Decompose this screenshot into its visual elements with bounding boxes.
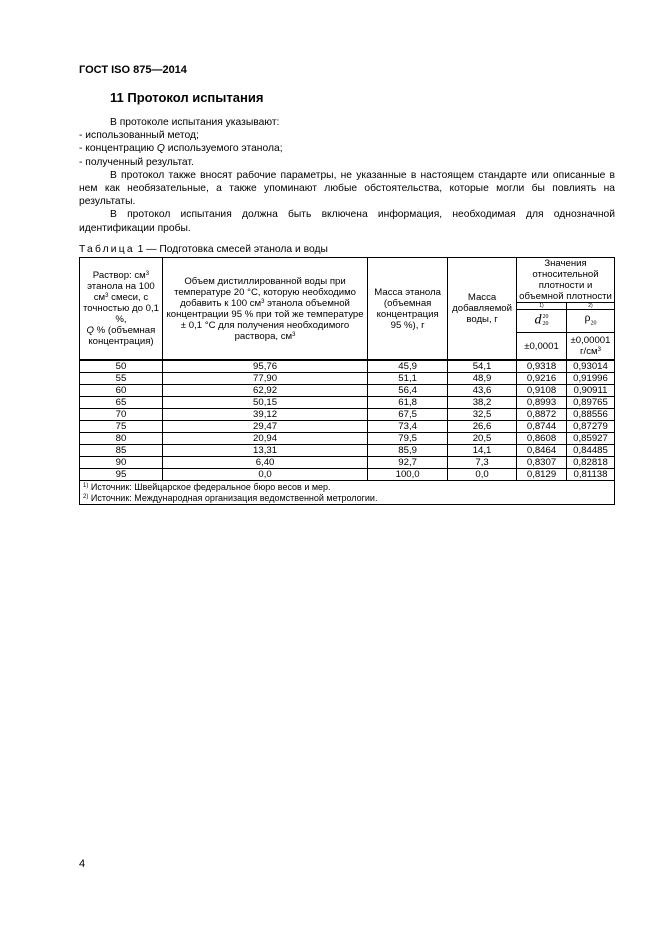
table-cell: 0,93014 bbox=[566, 360, 614, 373]
footnote-ref-2: 2) bbox=[566, 303, 614, 310]
table-cell: 62,92 bbox=[162, 385, 367, 397]
table-cell: 48,9 bbox=[448, 373, 517, 385]
bullet-result: - полученный результат. bbox=[79, 156, 194, 168]
table-cell: 26,6 bbox=[448, 421, 517, 433]
table-cell: 0,87279 bbox=[566, 421, 614, 433]
table-cell: 20,5 bbox=[448, 433, 517, 445]
table-cell: 32,5 bbox=[448, 409, 517, 421]
table-cell: 92,7 bbox=[368, 457, 448, 469]
table-cell: 0,91996 bbox=[566, 373, 614, 385]
section-title: 11 Протокол испытания bbox=[110, 90, 264, 105]
bullet-concentration: - концентрацию Q используемого этанола; bbox=[79, 143, 283, 155]
table-cell: 51,1 bbox=[368, 373, 448, 385]
table-cell: 60 bbox=[80, 385, 163, 397]
table-cell: 95 bbox=[80, 469, 163, 481]
table-cell: 0,8993 bbox=[517, 397, 567, 409]
header-solution: Раствор: $см^3$ этанола на 100 $см^3$ смеси, с точностью до 0,1 %, Q % (объемная концентрация) bbox=[80, 258, 163, 361]
document-header: ГОСТ ISO 875—2014 bbox=[79, 64, 187, 76]
table-caption-title: 1 — Подготовка смесей этанола и воды bbox=[134, 244, 328, 255]
paragraph-parameters: В протокол также вносят рабочие параметры, не указанные в настоящем стандарте или описанные в нем как необязательные, а также упоминают любые обстоятельства, которые могли бы повлиять на результаты. bbox=[79, 169, 615, 208]
header-water-volume: Объем дистиллированной воды при температуре 20 °С, которую необходимо добавить к 100 $см^3$ этанола объемной концентрации 95 % при той же температуре ± 0,1 °С для получения необходимого раствора, $см^3$ bbox=[162, 258, 367, 361]
table-cell: 79,5 bbox=[368, 433, 448, 445]
table-cell: 0,9216 bbox=[517, 373, 567, 385]
table-cell: 39,12 bbox=[162, 409, 367, 421]
page-number: 4 bbox=[79, 858, 86, 870]
intro-text: В протоколе испытания указывают: bbox=[110, 117, 280, 128]
table-cell: 54,1 bbox=[448, 360, 517, 373]
table-row bbox=[80, 433, 615, 445]
footnote-ref-1: 1) bbox=[517, 303, 567, 310]
table-footnotes bbox=[80, 481, 615, 505]
table-cell: 0,8608 bbox=[517, 433, 567, 445]
table-cell: 45,9 bbox=[368, 360, 448, 373]
table-cell: 0,9108 bbox=[517, 385, 567, 397]
table-cell: 77,90 bbox=[162, 373, 367, 385]
bullet-method: - использованный метод; bbox=[79, 130, 199, 142]
table-cell: 85,9 bbox=[368, 445, 448, 457]
table-cell: 95,76 bbox=[162, 360, 367, 373]
table-cell: 6,40 bbox=[162, 457, 367, 469]
table-cell: 55 bbox=[80, 373, 163, 385]
paragraph-identification: В протокол испытания должна быть включена информация, необходимая для однозначной идентификации пробы. bbox=[79, 209, 615, 234]
header-ethanol-mass: Масса этанола (объемная концентрация 95 %), г bbox=[368, 258, 448, 361]
table-cell: 0,81138 bbox=[566, 469, 614, 481]
table-row bbox=[80, 360, 615, 373]
table-cell: 73,4 bbox=[368, 421, 448, 433]
table-row bbox=[80, 445, 615, 457]
tolerance-volumetric: ±0,00001 $г/см^3$ bbox=[566, 333, 614, 361]
table-caption bbox=[79, 244, 328, 255]
table-cell: 70 bbox=[80, 409, 163, 421]
table-row bbox=[80, 457, 615, 469]
table-cell: 0,82818 bbox=[566, 457, 614, 469]
table-cell: 0,8129 bbox=[517, 469, 567, 481]
ethanol-water-table bbox=[79, 257, 615, 505]
tolerance-relative: ±0,0001 bbox=[517, 333, 567, 361]
table-row bbox=[80, 469, 615, 481]
table-cell: 85 bbox=[80, 445, 163, 457]
table-cell: 0,89765 bbox=[566, 397, 614, 409]
volumetric-density-symbol: $\rho_{20}$ bbox=[566, 310, 614, 333]
table-cell: 38,2 bbox=[448, 397, 517, 409]
table-cell: 50 bbox=[80, 360, 163, 373]
header-density: Значения относительной плотности и объемной плотности bbox=[517, 258, 615, 303]
table-cell: 0,8744 bbox=[517, 421, 567, 433]
table-cell: 0,8307 bbox=[517, 457, 567, 469]
footnote-2: $^{2)}$ Источник: Международная организация ведомственной метрологии. bbox=[83, 492, 378, 503]
table-cell: 61,8 bbox=[368, 397, 448, 409]
table-cell: 50,15 bbox=[162, 397, 367, 409]
table-row bbox=[80, 397, 615, 409]
table-cell: 0,8464 bbox=[517, 445, 567, 457]
relative-density-symbol: d20 20 bbox=[517, 310, 567, 333]
table-cell: 7,3 bbox=[448, 457, 517, 469]
table-row bbox=[80, 373, 615, 385]
table-row bbox=[80, 385, 615, 397]
table-cell: 0,0 bbox=[162, 469, 367, 481]
table-body bbox=[80, 360, 615, 481]
table-cell: 67,5 bbox=[368, 409, 448, 421]
table-row bbox=[80, 409, 615, 421]
table-row bbox=[80, 421, 615, 433]
table-cell: 75 bbox=[80, 421, 163, 433]
table-cell: 0,8872 bbox=[517, 409, 567, 421]
table-cell: 0,88556 bbox=[566, 409, 614, 421]
table-cell: 0,85927 bbox=[566, 433, 614, 445]
table-cell: 13,31 bbox=[162, 445, 367, 457]
table-cell: 0,0 bbox=[448, 469, 517, 481]
table-cell: 0,90911 bbox=[566, 385, 614, 397]
body-text bbox=[79, 116, 615, 235]
table-cell: 0,9318 bbox=[517, 360, 567, 373]
table-cell: 20,94 bbox=[162, 433, 367, 445]
table-cell: 43,6 bbox=[448, 385, 517, 397]
table-cell: 56,4 bbox=[368, 385, 448, 397]
footnote-1: $^{1)}$ Источник: Швейцарское федеральное бюро весов и мер. bbox=[83, 482, 331, 492]
table-cell: 100,0 bbox=[368, 469, 448, 481]
header-water-mass: Масса добавляемой воды, г bbox=[448, 258, 517, 361]
table-caption-word: Таблица bbox=[79, 244, 135, 255]
table-cell: 14,1 bbox=[448, 445, 517, 457]
table-cell: 80 bbox=[80, 433, 163, 445]
table-cell: 65 bbox=[80, 397, 163, 409]
table-cell: 90 bbox=[80, 457, 163, 469]
table-cell: 29,47 bbox=[162, 421, 367, 433]
table-cell: 0,84485 bbox=[566, 445, 614, 457]
